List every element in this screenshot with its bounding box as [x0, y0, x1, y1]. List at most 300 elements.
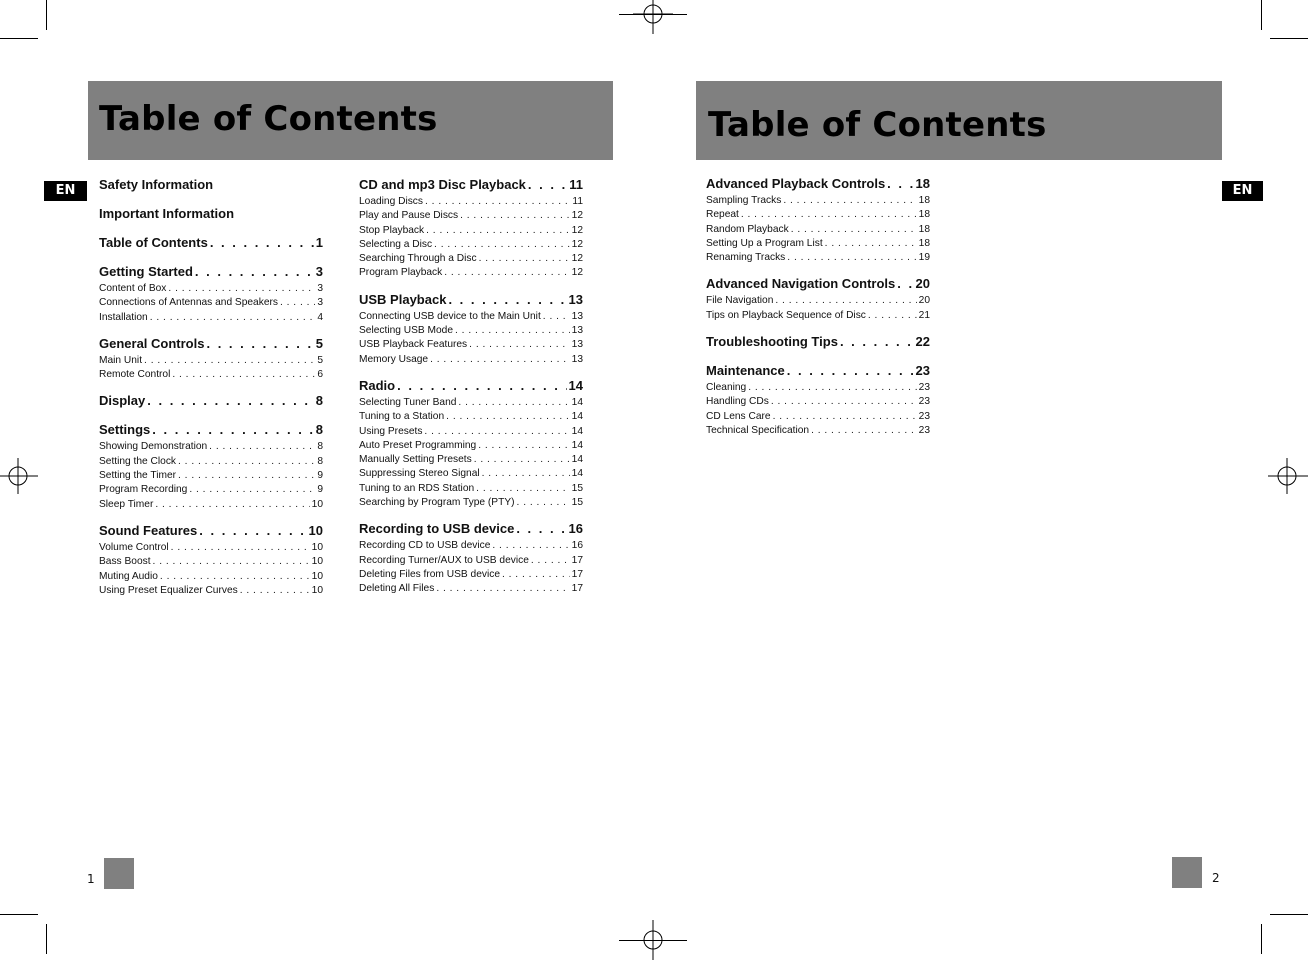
toc-entry-label: Installation [99, 311, 148, 323]
section-gap [99, 224, 323, 233]
toc-entry-page: 9 [317, 470, 323, 482]
toc-heading-page: 8 [315, 422, 323, 438]
page-tab-marker [104, 858, 134, 889]
dot-leader [426, 224, 570, 238]
toc-entry-label: Random Playback [706, 223, 789, 235]
crop-mark [619, 14, 687, 15]
dot-leader [430, 353, 570, 367]
dot-leader [787, 361, 914, 381]
toc-entry-label: Muting Audio [99, 570, 158, 582]
language-badge: EN [44, 181, 87, 201]
dot-leader [478, 439, 569, 453]
toc-entry[interactable] [359, 266, 583, 280]
toc-heading[interactable] [359, 175, 583, 195]
toc-heading[interactable] [99, 521, 323, 541]
toc-entry-page: 14 [571, 454, 583, 466]
toc-section [359, 175, 583, 290]
toc-entry[interactable] [359, 324, 583, 338]
toc-heading-page: 22 [915, 334, 930, 350]
toc-entry[interactable] [359, 310, 583, 324]
toc-heading-page: 13 [568, 291, 583, 307]
dot-leader [160, 570, 310, 584]
toc-entry-label: Renaming Tracks [706, 252, 786, 264]
crop-mark [0, 914, 38, 915]
section-gap [359, 510, 583, 519]
dot-leader [436, 582, 569, 596]
toc-entry-label: Memory Usage [359, 353, 429, 365]
dot-leader [492, 539, 569, 553]
toc-entry[interactable] [99, 570, 323, 584]
dot-leader [240, 584, 310, 598]
toc-entry-label: Setting the Clock [99, 455, 177, 467]
toc-heading-label: Recording to USB device [359, 521, 515, 537]
toc-entry-label: Sampling Tracks [706, 195, 782, 206]
toc-entry-page: 13 [571, 325, 583, 337]
toc-entry-page: 17 [571, 583, 583, 595]
toc-entry-page: 16 [571, 540, 583, 552]
toc-entry-label: Tuning to an RDS Station [359, 482, 475, 494]
toc-entry-page: 17 [571, 568, 583, 580]
toc-entry-label: Selecting Tuner Band [359, 396, 457, 408]
toc-entry-page: 18 [918, 195, 930, 206]
toc-entry-page: 15 [571, 497, 583, 509]
toc-section [99, 420, 323, 520]
dot-leader [458, 396, 569, 410]
registration-mark-icon [0, 456, 40, 496]
toc-column [706, 174, 930, 438]
dot-leader [425, 195, 570, 209]
toc-entry-label: Tuning to a Station [359, 411, 445, 423]
toc-section [99, 175, 323, 204]
toc-entry-label: Auto Preset Programming [359, 439, 477, 451]
toc-entry-label: Searching Through a Disc [359, 253, 477, 265]
toc-heading-label: USB Playback [359, 291, 447, 307]
toc-entry[interactable] [359, 410, 583, 424]
toc-heading-label: Settings [99, 422, 151, 438]
toc-entry[interactable] [706, 251, 930, 265]
toc-entry-label: Recording CD to USB device [359, 540, 491, 552]
dot-leader [195, 262, 314, 282]
toc-entry[interactable] [99, 282, 323, 296]
toc-column [359, 175, 583, 597]
toc-section [99, 391, 323, 420]
toc-entry[interactable] [706, 424, 930, 438]
toc-entry[interactable] [706, 223, 930, 237]
dot-leader [887, 174, 913, 194]
dot-leader [171, 541, 310, 555]
toc-heading[interactable] [99, 262, 323, 282]
dot-leader [897, 274, 913, 294]
toc-section [99, 521, 323, 598]
section-gap [706, 323, 930, 332]
toc-entry-page: 12 [571, 267, 583, 279]
toc-entry[interactable] [706, 294, 930, 308]
toc-entry[interactable] [99, 541, 323, 555]
toc-section [99, 262, 323, 334]
dot-leader [476, 482, 570, 496]
toc-entry[interactable] [359, 496, 583, 510]
toc-heading-label: Maintenance [706, 363, 785, 379]
toc-entry-label: CD Lens Care [706, 410, 771, 422]
toc-entry[interactable] [359, 439, 583, 453]
toc-entry-label: Connections of Antennas and Speakers [99, 297, 278, 309]
dot-leader [528, 175, 567, 195]
toc-entry[interactable] [706, 395, 930, 409]
toc-entry-label: Searching by Program Type (PTY) [359, 497, 515, 509]
toc-entry-page: 12 [571, 224, 583, 236]
toc-entry[interactable] [99, 368, 323, 382]
dot-leader [144, 354, 315, 368]
toc-entry-page: 3 [317, 283, 323, 294]
crop-mark [619, 940, 687, 941]
toc-entry-page: 15 [571, 482, 583, 494]
dot-leader [868, 309, 917, 323]
toc-heading-label: Advanced Navigation Controls [706, 276, 896, 292]
registration-mark-icon [1268, 456, 1308, 496]
toc-entry-page: 10 [311, 541, 323, 553]
toc-entry[interactable] [99, 555, 323, 569]
dot-leader [168, 282, 315, 296]
toc-entry-page: 18 [918, 237, 930, 249]
toc-entry-page: 13 [571, 339, 583, 351]
dot-leader [479, 252, 570, 266]
toc-entry-page: 10 [311, 498, 323, 510]
toc-entry-label: Manually Setting Presets [359, 454, 472, 466]
dot-leader [474, 453, 570, 467]
toc-entry-label: Content of Box [99, 283, 167, 294]
dot-leader [444, 266, 569, 280]
registration-mark-icon [633, 0, 673, 34]
toc-heading-page: 8 [315, 393, 323, 409]
toc-heading-label: General Controls [99, 335, 205, 351]
page-title: Table of Contents [708, 105, 1047, 145]
toc-entry-label: Using Presets [359, 425, 423, 437]
toc-entry-page: 8 [317, 441, 323, 453]
toc-heading-page: 3 [315, 264, 323, 279]
toc-heading-page: 16 [568, 521, 583, 537]
toc-heading-label: Table of Contents [99, 235, 208, 250]
toc-entry-label: Recording Turner/AUX to USB device [359, 554, 529, 566]
toc-section [99, 334, 323, 392]
left-title-band [88, 81, 613, 160]
toc-entry[interactable] [99, 483, 323, 497]
crop-mark [1261, 0, 1262, 30]
dot-leader [178, 455, 315, 469]
dot-leader [424, 425, 569, 439]
dot-leader [280, 296, 315, 310]
toc-entry-page: 5 [317, 354, 323, 366]
dot-leader [811, 424, 917, 438]
toc-heading[interactable] [706, 361, 930, 381]
dot-leader [210, 233, 314, 253]
toc-entry[interactable] [359, 568, 583, 582]
toc-heading[interactable] [706, 332, 930, 352]
toc-entry-label: File Navigation [706, 295, 774, 307]
toc-entry-page: 11 [572, 196, 583, 207]
toc-entry[interactable] [99, 296, 323, 310]
toc-entry[interactable] [706, 381, 930, 395]
toc-entry-label: Setting the Timer [99, 470, 177, 482]
toc-entry[interactable] [359, 252, 583, 266]
toc-entry[interactable] [359, 482, 583, 496]
toc-entry[interactable] [99, 440, 323, 454]
dot-leader [773, 410, 917, 424]
toc-entry-label: Play and Pause Discs [359, 210, 459, 222]
toc-entry[interactable] [359, 467, 583, 481]
dot-leader [771, 395, 917, 409]
toc-entry-page: 23 [918, 396, 930, 408]
toc-heading-page: 11 [569, 177, 583, 192]
toc-entry[interactable] [99, 584, 323, 598]
dot-leader [531, 554, 570, 568]
toc-heading-page: 10 [308, 522, 323, 538]
toc-entry-label: Repeat [706, 209, 739, 221]
toc-entry-page: 8 [317, 455, 323, 467]
toc-heading[interactable] [99, 175, 323, 195]
toc-heading[interactable] [99, 334, 323, 354]
toc-section [359, 519, 583, 596]
toc-entry-page: 14 [571, 396, 583, 408]
language-badge: EN [1222, 181, 1263, 201]
toc-entry-page: 18 [918, 209, 930, 221]
toc-heading[interactable] [99, 420, 323, 440]
toc-entry-page: 21 [918, 309, 930, 321]
toc-heading[interactable] [99, 204, 323, 224]
toc-entry-page: 14 [571, 425, 583, 437]
toc-heading-label: Getting Started [99, 264, 193, 279]
dot-leader [446, 410, 570, 424]
dot-leader [791, 223, 917, 237]
toc-entry-page: 6 [317, 369, 323, 381]
section-gap [99, 512, 323, 521]
toc-entry-label: Program Playback [359, 267, 443, 279]
toc-heading-page: 18 [915, 176, 930, 191]
page-title: Table of Contents [99, 99, 438, 139]
toc-entry-label: USB Playback Features [359, 339, 468, 351]
toc-entry-label: Cleaning [706, 382, 747, 394]
toc-heading-label: Troubleshooting Tips [706, 334, 838, 350]
dot-leader [516, 519, 566, 539]
toc-entry-page: 10 [311, 556, 323, 568]
toc-heading[interactable] [706, 274, 930, 294]
toc-entry-label: Suppressing Stereo Signal [359, 468, 480, 480]
toc-entry-page: 17 [571, 554, 583, 566]
toc-entry-label: Stop Playback [359, 224, 425, 236]
toc-entry[interactable] [706, 410, 930, 424]
dot-leader [152, 420, 313, 440]
toc-entry-label: Tips on Playback Sequence of Disc [706, 309, 866, 321]
toc-entry-page: 14 [571, 439, 583, 451]
toc-heading[interactable] [359, 519, 583, 539]
toc-entry[interactable] [359, 353, 583, 367]
toc-heading[interactable] [99, 233, 323, 253]
toc-entry[interactable] [99, 455, 323, 469]
toc-entry[interactable] [99, 354, 323, 368]
toc-entry-page: 12 [571, 238, 583, 250]
toc-section [99, 204, 323, 233]
toc-entry[interactable] [359, 195, 583, 209]
toc-section [359, 290, 583, 376]
toc-entry-page: 3 [317, 297, 323, 309]
toc-entry[interactable] [359, 224, 583, 238]
toc-entry-label: Main Unit [99, 354, 143, 366]
section-gap [359, 367, 583, 376]
page-tab-marker [1172, 857, 1202, 888]
toc-entry-label: Using Preset Equalizer Curves [99, 584, 238, 596]
dot-leader [178, 469, 315, 483]
toc-heading-label: CD and mp3 Disc Playback [359, 177, 526, 192]
toc-entry[interactable] [359, 209, 583, 223]
toc-entry[interactable] [99, 498, 323, 512]
dot-leader [434, 238, 570, 252]
section-gap [99, 411, 323, 420]
toc-heading-page: 14 [568, 377, 583, 393]
dot-leader [397, 376, 566, 396]
dot-leader [206, 334, 313, 354]
toc-entry[interactable] [359, 539, 583, 553]
toc-entry-label: Loading Discs [359, 196, 423, 207]
toc-entry-page: 20 [918, 295, 930, 307]
toc-entry[interactable] [706, 309, 930, 323]
dot-leader [189, 483, 315, 497]
dot-leader [840, 332, 914, 352]
crop-mark [1270, 38, 1308, 39]
dot-leader [741, 208, 917, 222]
crop-mark [1270, 914, 1308, 915]
toc-heading[interactable] [359, 290, 583, 310]
dot-leader [517, 496, 570, 510]
toc-entry-page: 14 [571, 468, 583, 480]
page-number: 1 [87, 872, 95, 886]
toc-entry-label: Connecting USB device to the Main Unit [359, 310, 541, 322]
toc-section [359, 376, 583, 519]
toc-entry-label: Handling CDs [706, 396, 769, 408]
dot-leader [748, 381, 916, 395]
toc-entry[interactable] [359, 396, 583, 410]
dot-leader [543, 310, 570, 324]
toc-entry[interactable] [359, 238, 583, 252]
toc-entry-label: Remote Control [99, 369, 171, 381]
toc-entry[interactable] [359, 582, 583, 596]
crop-mark [1261, 924, 1262, 954]
toc-entry-page: 13 [571, 353, 583, 365]
toc-entry[interactable] [359, 453, 583, 467]
toc-entry-page: 23 [918, 424, 930, 436]
toc-entry-label: Selecting USB Mode [359, 325, 454, 337]
toc-section [706, 274, 930, 332]
toc-entry-page: 10 [311, 584, 323, 596]
toc-entry[interactable] [359, 338, 583, 352]
toc-entry[interactable] [706, 208, 930, 222]
toc-entry[interactable] [706, 194, 930, 208]
toc-heading-label: Advanced Playback Controls [706, 176, 886, 191]
dot-leader [199, 521, 306, 541]
dot-leader [209, 440, 315, 454]
section-gap [99, 253, 323, 262]
toc-entry-label: Bass Boost [99, 556, 151, 568]
crop-mark [46, 0, 47, 30]
toc-entry-label: Technical Specification [706, 424, 810, 436]
page-number: 2 [1212, 871, 1220, 885]
toc-heading-page: 23 [915, 363, 930, 379]
dot-leader [482, 467, 570, 481]
toc-entry-label: Showing Demonstration [99, 441, 208, 453]
toc-entry-label: Deleting All Files [359, 583, 435, 595]
section-gap [99, 195, 323, 204]
toc-entry[interactable] [99, 469, 323, 483]
toc-heading[interactable] [359, 376, 583, 396]
toc-entry-page: 9 [317, 484, 323, 496]
dot-leader [155, 498, 309, 512]
toc-heading-label: Safety Information [99, 177, 214, 192]
toc-entry-page: 18 [918, 223, 930, 235]
dot-leader [150, 311, 316, 325]
toc-entry-page: 23 [918, 410, 930, 422]
crop-mark [0, 38, 38, 39]
toc-entry-label: Selecting a Disc [359, 238, 433, 250]
toc-entry-page: 14 [571, 411, 583, 423]
crop-mark [46, 924, 47, 954]
toc-heading[interactable] [706, 174, 930, 194]
dot-leader [469, 338, 570, 352]
toc-entry-page: 12 [571, 210, 583, 222]
toc-entry[interactable] [706, 237, 930, 251]
toc-entry[interactable] [359, 425, 583, 439]
toc-entry[interactable] [359, 554, 583, 568]
dot-leader [783, 194, 916, 208]
toc-entry-page: 19 [918, 252, 930, 264]
toc-section [706, 361, 930, 438]
dot-leader [825, 237, 917, 251]
section-gap [99, 325, 323, 334]
toc-entry-page: 23 [918, 382, 930, 394]
toc-entry-page: 10 [311, 570, 323, 582]
toc-entry-page: 12 [571, 253, 583, 265]
toc-entry-label: Deleting Files from USB device [359, 568, 500, 580]
dot-leader [460, 209, 570, 223]
dot-leader [502, 568, 570, 582]
section-gap [706, 265, 930, 274]
toc-entry-label: Sleep Timer [99, 498, 154, 510]
toc-heading-label: Radio [359, 377, 396, 393]
toc-heading-label: Sound Features [99, 522, 198, 538]
dot-leader [147, 391, 314, 411]
toc-section [706, 332, 930, 361]
section-gap [99, 382, 323, 391]
section-gap [359, 281, 583, 290]
dot-leader [455, 324, 570, 338]
toc-heading-page: 1 [315, 235, 323, 250]
toc-entry-page: 4 [317, 311, 323, 323]
dot-leader [448, 290, 566, 310]
dot-leader [775, 294, 916, 308]
toc-heading-page: 20 [915, 276, 930, 292]
dot-leader [153, 555, 310, 569]
dot-leader [172, 368, 315, 382]
toc-section [706, 174, 930, 274]
toc-heading[interactable] [99, 391, 323, 411]
dot-leader [787, 251, 916, 265]
toc-entry-page: 13 [571, 310, 583, 322]
right-title-band [696, 81, 1222, 160]
toc-heading-page: 5 [315, 335, 323, 351]
toc-entry[interactable] [99, 311, 323, 325]
toc-heading-label: Display [99, 393, 146, 409]
toc-column [99, 175, 323, 598]
toc-heading-label: Important Information [99, 206, 235, 221]
toc-entry-label: Setting Up a Program List [706, 237, 823, 249]
toc-section [99, 233, 323, 262]
